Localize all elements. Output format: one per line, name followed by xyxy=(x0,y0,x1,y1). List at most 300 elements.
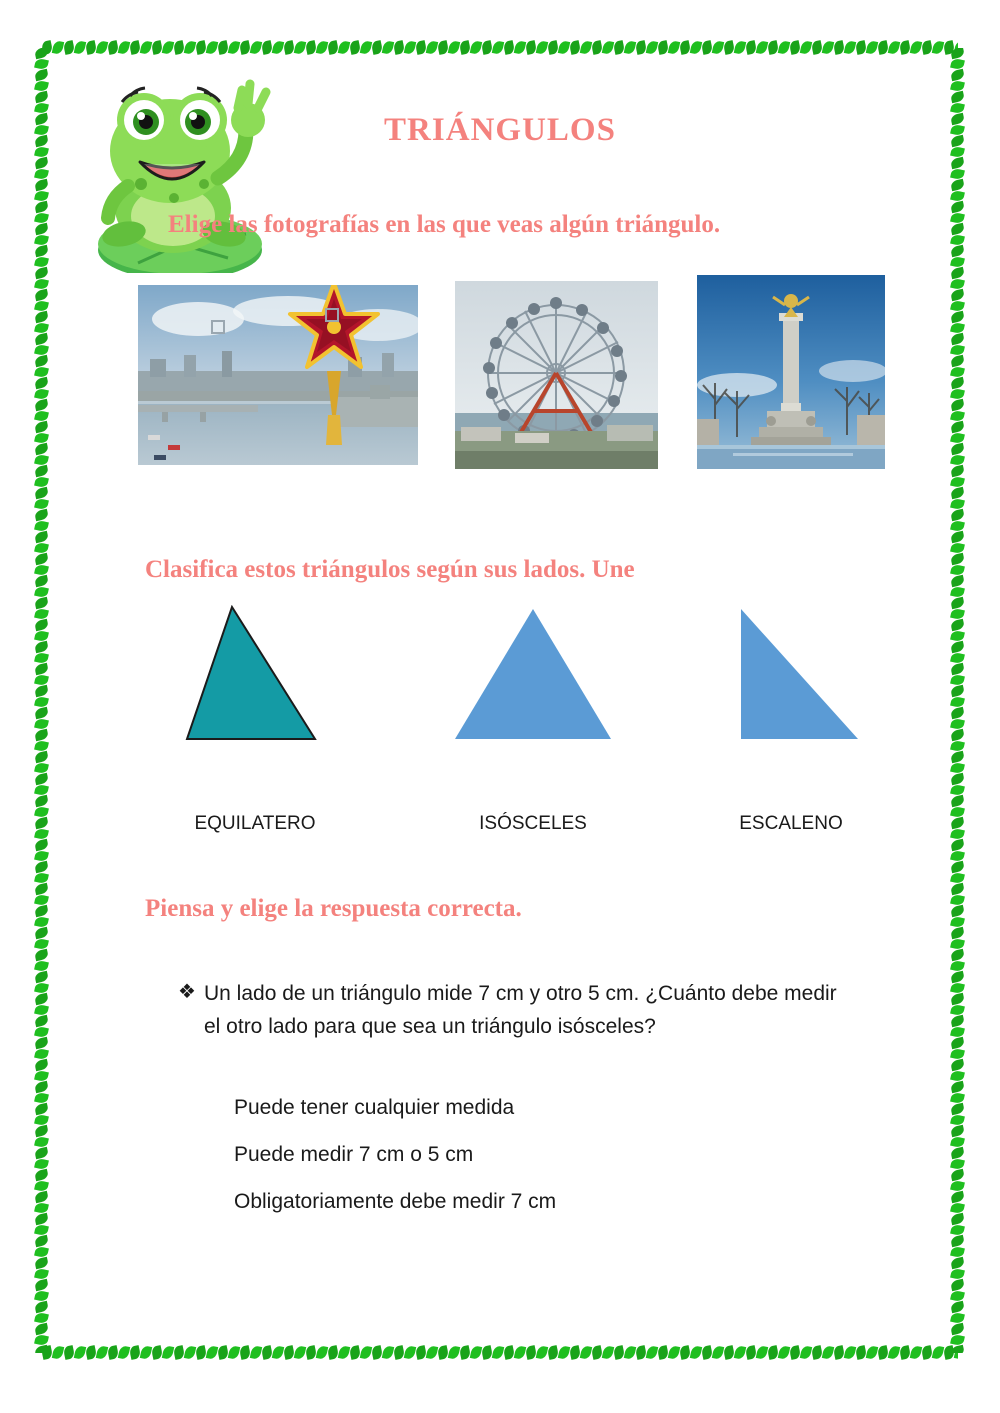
border-leaf xyxy=(950,476,965,488)
border-leaf xyxy=(34,1092,49,1104)
bullet-icon: ❖ xyxy=(178,981,196,1003)
border-leaf xyxy=(250,40,262,55)
border-leaf xyxy=(679,40,691,55)
border-leaf xyxy=(950,1103,965,1115)
border-leaf xyxy=(34,663,49,675)
border-leaf xyxy=(34,564,49,576)
border-leaf xyxy=(536,40,548,55)
border-leaf xyxy=(950,333,965,345)
border-leaf xyxy=(866,40,878,55)
border-leaf xyxy=(950,212,965,224)
border-leaf xyxy=(950,718,965,730)
triangle-shape-3[interactable] xyxy=(718,605,868,745)
border-leaf xyxy=(950,190,965,202)
border-leaf xyxy=(921,1345,933,1360)
border-leaf xyxy=(272,1345,284,1360)
border-leaf xyxy=(162,1345,174,1360)
border-leaf xyxy=(950,201,965,213)
border-leaf xyxy=(602,40,614,55)
border-leaf xyxy=(657,1345,669,1360)
border-leaf xyxy=(910,40,922,55)
border-leaf xyxy=(855,1345,867,1360)
border-leaf xyxy=(34,289,49,301)
border-leaf xyxy=(349,1345,361,1360)
border-leaf xyxy=(950,630,965,642)
border-leaf xyxy=(34,201,49,213)
border-leaf xyxy=(723,40,735,55)
border-leaf xyxy=(316,1345,328,1360)
border-leaf xyxy=(950,883,965,895)
border-leaf xyxy=(950,1334,965,1346)
border-leaf xyxy=(932,1345,944,1360)
border-leaf xyxy=(899,1345,911,1360)
border-leaf xyxy=(778,1345,790,1360)
border-leaf xyxy=(107,40,119,55)
border-leaf xyxy=(34,421,49,433)
border-leaf xyxy=(34,267,49,279)
border-leaf xyxy=(547,40,559,55)
border-leaf xyxy=(950,289,965,301)
border-leaf xyxy=(888,1345,900,1360)
border-leaf xyxy=(950,740,965,752)
border-leaf xyxy=(459,40,471,55)
border-leaf xyxy=(950,377,965,389)
instruction-photos: Elige las fotografías en las que veas algún triángulo. xyxy=(168,211,721,238)
border-leaf xyxy=(34,278,49,290)
triangle-shape-2[interactable] xyxy=(448,605,618,745)
border-leaf xyxy=(950,465,965,477)
border-leaf xyxy=(950,949,965,961)
border-leaf xyxy=(950,1191,965,1203)
border-leaf xyxy=(701,40,713,55)
border-leaf xyxy=(811,40,823,55)
border-leaf xyxy=(404,40,416,55)
border-leaf xyxy=(921,40,933,55)
border-leaf xyxy=(316,40,328,55)
border-leaf xyxy=(34,608,49,620)
border-leaf xyxy=(745,40,757,55)
border-leaf xyxy=(950,1345,965,1353)
border-leaf xyxy=(34,454,49,466)
border-leaf xyxy=(547,1345,559,1360)
answer-option-2[interactable]: Puede medir 7 cm o 5 cm xyxy=(234,1143,474,1166)
border-leaf xyxy=(34,388,49,400)
border-leaf xyxy=(360,1345,372,1360)
border-leaf xyxy=(950,850,965,862)
border-leaf xyxy=(950,586,965,598)
border-leaf xyxy=(338,1345,350,1360)
border-leaf xyxy=(690,40,702,55)
border-leaf xyxy=(426,40,438,55)
border-leaf xyxy=(34,1103,49,1115)
border-leaf xyxy=(52,40,64,55)
border-leaf xyxy=(74,40,86,55)
border-leaf xyxy=(34,333,49,345)
border-leaf xyxy=(34,850,49,862)
border-leaf xyxy=(800,1345,812,1360)
border-leaf xyxy=(950,366,965,378)
border-leaf xyxy=(624,40,636,55)
border-leaf xyxy=(34,806,49,818)
border-leaf xyxy=(34,729,49,741)
border-leaf xyxy=(173,40,185,55)
border-leaf xyxy=(327,1345,339,1360)
border-leaf xyxy=(950,608,965,620)
border-leaf xyxy=(954,1345,958,1360)
border-leaf xyxy=(950,542,965,554)
border-leaf xyxy=(34,685,49,697)
border-leaf xyxy=(426,1345,438,1360)
border-leaf xyxy=(756,40,768,55)
border-leaf xyxy=(950,1202,965,1214)
border-leaf xyxy=(34,652,49,664)
border-leaf xyxy=(950,1213,965,1225)
border-leaf xyxy=(34,1136,49,1148)
photo-river-city-star[interactable] xyxy=(138,285,418,465)
border-leaf xyxy=(437,40,449,55)
border-leaf xyxy=(954,40,958,55)
border-leaf xyxy=(34,828,49,840)
border-leaf xyxy=(34,1037,49,1049)
border-leaf xyxy=(950,993,965,1005)
border-leaf xyxy=(34,784,49,796)
border-leaf xyxy=(950,1224,965,1236)
border-leaf xyxy=(34,553,49,565)
border-leaf xyxy=(34,531,49,543)
border-leaf xyxy=(34,960,49,972)
border-leaf xyxy=(34,344,49,356)
border-leaf xyxy=(34,1048,49,1060)
border-leaf xyxy=(151,1345,163,1360)
border-edge-top xyxy=(42,40,958,56)
border-leaf xyxy=(34,245,49,257)
border-leaf xyxy=(712,1345,724,1360)
border-leaf xyxy=(96,40,108,55)
border-leaf xyxy=(950,674,965,686)
border-leaf xyxy=(950,1070,965,1082)
border-leaf xyxy=(668,40,680,55)
border-leaf xyxy=(950,1125,965,1137)
border-leaf xyxy=(34,91,49,103)
border-leaf xyxy=(34,575,49,587)
border-leaf xyxy=(866,1345,878,1360)
border-leaf xyxy=(34,773,49,785)
border-leaf xyxy=(34,234,49,246)
border-leaf xyxy=(950,520,965,532)
border-leaf xyxy=(950,355,965,367)
border-leaf xyxy=(34,1279,49,1291)
border-leaf xyxy=(34,311,49,323)
border-leaf xyxy=(833,40,845,55)
border-leaf xyxy=(393,1345,405,1360)
border-leaf xyxy=(34,1081,49,1093)
border-leaf xyxy=(950,168,965,180)
border-leaf xyxy=(34,1015,49,1027)
border-leaf xyxy=(305,40,317,55)
border-leaf xyxy=(789,40,801,55)
border-leaf xyxy=(950,443,965,455)
border-leaf xyxy=(910,1345,922,1360)
border-leaf xyxy=(34,58,49,70)
border-leaf xyxy=(950,80,965,92)
border-leaf xyxy=(34,597,49,609)
border-leaf xyxy=(34,300,49,312)
border-leaf xyxy=(822,40,834,55)
border-leaf xyxy=(85,1345,97,1360)
border-leaf xyxy=(34,795,49,807)
border-leaf xyxy=(85,40,97,55)
border-leaf xyxy=(950,817,965,829)
border-leaf xyxy=(950,58,965,70)
border-leaf xyxy=(950,267,965,279)
border-leaf xyxy=(855,40,867,55)
border-leaf xyxy=(822,1345,834,1360)
border-leaf xyxy=(63,40,75,55)
border-leaf xyxy=(34,80,49,92)
border-leaf xyxy=(950,696,965,708)
border-leaf xyxy=(206,40,218,55)
border-leaf xyxy=(950,223,965,235)
border-leaf xyxy=(767,1345,779,1360)
border-leaf xyxy=(950,652,965,664)
border-leaf xyxy=(950,531,965,543)
border-leaf xyxy=(950,861,965,873)
border-leaf xyxy=(34,1191,49,1203)
section-heading-think: Piensa y elige la respuesta correcta. xyxy=(145,895,522,922)
border-leaf xyxy=(173,1345,185,1360)
answer-option-3[interactable]: Obligatoriamente debe medir 7 cm xyxy=(234,1190,557,1213)
border-leaf xyxy=(525,40,537,55)
border-edge-bottom xyxy=(42,1345,958,1361)
border-leaf xyxy=(950,751,965,763)
border-leaf xyxy=(34,982,49,994)
border-leaf xyxy=(646,40,658,55)
border-leaf xyxy=(679,1345,691,1360)
border-leaf xyxy=(34,619,49,631)
border-leaf xyxy=(107,1345,119,1360)
border-leaf xyxy=(34,179,49,191)
border-leaf xyxy=(140,40,152,55)
border-leaf xyxy=(195,1345,207,1360)
border-leaf xyxy=(950,1081,965,1093)
border-leaf xyxy=(34,1169,49,1181)
border-leaf xyxy=(34,993,49,1005)
border-leaf xyxy=(34,883,49,895)
border-leaf xyxy=(950,278,965,290)
border-leaf xyxy=(34,1158,49,1170)
border-leaf xyxy=(34,949,49,961)
border-leaf xyxy=(877,1345,889,1360)
border-leaf xyxy=(950,839,965,851)
border-leaf xyxy=(34,839,49,851)
border-leaf xyxy=(415,1345,427,1360)
border-leaf xyxy=(34,916,49,928)
border-leaf xyxy=(34,1323,49,1335)
border-leaf xyxy=(950,872,965,884)
border-leaf xyxy=(950,256,965,268)
border-leaf xyxy=(34,256,49,268)
border-leaf xyxy=(950,300,965,312)
border-leaf xyxy=(950,509,965,521)
border-leaf xyxy=(950,454,965,466)
border-leaf xyxy=(34,1345,49,1353)
border-leaf xyxy=(34,894,49,906)
border-leaf xyxy=(844,1345,856,1360)
border-leaf xyxy=(34,1257,49,1269)
border-leaf xyxy=(558,1345,570,1360)
border-leaf xyxy=(950,916,965,928)
border-leaf xyxy=(34,1059,49,1071)
answer-option-1[interactable]: Puede tener cualquier medida xyxy=(234,1096,515,1119)
border-leaf xyxy=(950,1257,965,1269)
border-leaf xyxy=(723,1345,735,1360)
border-leaf xyxy=(382,1345,394,1360)
border-leaf xyxy=(34,1301,49,1313)
border-leaf xyxy=(34,927,49,939)
border-leaf xyxy=(613,40,625,55)
border-leaf xyxy=(950,685,965,697)
border-leaf xyxy=(239,40,251,55)
border-leaf xyxy=(393,40,405,55)
border-leaf xyxy=(338,40,350,55)
border-leaf xyxy=(34,1180,49,1192)
border-leaf xyxy=(294,1345,306,1360)
border-leaf xyxy=(950,1114,965,1126)
border-leaf xyxy=(34,487,49,499)
border-leaf xyxy=(34,1114,49,1126)
page-title: TRIÁNGULOS xyxy=(384,112,616,148)
border-leaf xyxy=(950,641,965,653)
border-leaf xyxy=(950,971,965,983)
border-leaf xyxy=(34,399,49,411)
border-leaf xyxy=(34,938,49,950)
border-leaf xyxy=(118,1345,130,1360)
border-leaf xyxy=(745,1345,757,1360)
border-leaf xyxy=(34,718,49,730)
border-leaf xyxy=(950,806,965,818)
border-leaf xyxy=(778,40,790,55)
border-leaf xyxy=(580,1345,592,1360)
border-leaf xyxy=(950,960,965,972)
border-leaf xyxy=(34,355,49,367)
border-leaf xyxy=(34,740,49,752)
photo-ferris-wheel[interactable] xyxy=(455,281,658,469)
border-leaf xyxy=(950,938,965,950)
border-leaf xyxy=(734,1345,746,1360)
border-leaf xyxy=(34,212,49,224)
border-leaf xyxy=(34,443,49,455)
border-leaf xyxy=(950,91,965,103)
border-leaf xyxy=(195,40,207,55)
border-leaf xyxy=(932,40,944,55)
border-leaf xyxy=(950,564,965,576)
border-leaf xyxy=(950,487,965,499)
border-leaf xyxy=(950,1037,965,1049)
border-leaf xyxy=(950,707,965,719)
border-leaf xyxy=(950,597,965,609)
border-leaf xyxy=(950,1004,965,1016)
border-leaf xyxy=(404,1345,416,1360)
border-leaf xyxy=(950,773,965,785)
border-leaf xyxy=(481,1345,493,1360)
border-leaf xyxy=(34,1334,49,1346)
border-leaf xyxy=(129,40,141,55)
border-leaf xyxy=(34,377,49,389)
border-leaf xyxy=(701,1345,713,1360)
border-leaf xyxy=(950,828,965,840)
border-leaf xyxy=(950,729,965,741)
border-leaf xyxy=(305,1345,317,1360)
border-leaf xyxy=(228,40,240,55)
border-leaf xyxy=(536,1345,548,1360)
border-leaf xyxy=(800,40,812,55)
border-leaf xyxy=(950,344,965,356)
border-leaf xyxy=(34,48,49,59)
border-leaf xyxy=(950,498,965,510)
border-leaf xyxy=(34,465,49,477)
border-leaf xyxy=(470,40,482,55)
border-leaf xyxy=(327,40,339,55)
triangle-label-3: ESCALENO xyxy=(739,813,843,834)
border-leaf xyxy=(349,40,361,55)
border-leaf xyxy=(950,410,965,422)
border-leaf xyxy=(42,1345,53,1360)
border-leaf xyxy=(34,542,49,554)
border-leaf xyxy=(74,1345,86,1360)
border-leaf xyxy=(437,1345,449,1360)
border-leaf xyxy=(950,1301,965,1313)
border-leaf xyxy=(558,40,570,55)
border-leaf xyxy=(283,1345,295,1360)
border-leaf xyxy=(140,1345,152,1360)
border-leaf xyxy=(950,69,965,81)
border-leaf xyxy=(950,1136,965,1148)
border-leaf xyxy=(34,630,49,642)
border-leaf xyxy=(371,1345,383,1360)
border-leaf xyxy=(206,1345,218,1360)
border-leaf xyxy=(52,1345,64,1360)
border-leaf xyxy=(129,1345,141,1360)
border-leaf xyxy=(34,1235,49,1247)
border-leaf xyxy=(734,40,746,55)
border-leaf xyxy=(34,1290,49,1302)
question-block xyxy=(178,977,838,1043)
border-leaf xyxy=(877,40,889,55)
border-leaf xyxy=(712,40,724,55)
border-leaf xyxy=(624,1345,636,1360)
border-leaf xyxy=(789,1345,801,1360)
border-leaf xyxy=(34,1202,49,1214)
border-leaf xyxy=(34,696,49,708)
triangle-shape-1[interactable] xyxy=(175,605,325,745)
border-leaf xyxy=(34,1268,49,1280)
border-leaf xyxy=(470,1345,482,1360)
section-heading-classify: Clasifica estos triángulos según sus lados. Une xyxy=(145,556,635,583)
border-leaf xyxy=(844,40,856,55)
border-leaf xyxy=(657,40,669,55)
triangle-label-1: EQUILATERO xyxy=(194,813,316,834)
border-leaf xyxy=(899,40,911,55)
border-leaf xyxy=(118,40,130,55)
border-leaf xyxy=(96,1345,108,1360)
photo-monument-column[interactable] xyxy=(697,275,885,469)
border-leaf xyxy=(503,1345,515,1360)
border-leaf xyxy=(283,40,295,55)
border-leaf xyxy=(34,476,49,488)
border-leaf xyxy=(569,40,581,55)
border-leaf xyxy=(34,1213,49,1225)
border-leaf xyxy=(950,927,965,939)
